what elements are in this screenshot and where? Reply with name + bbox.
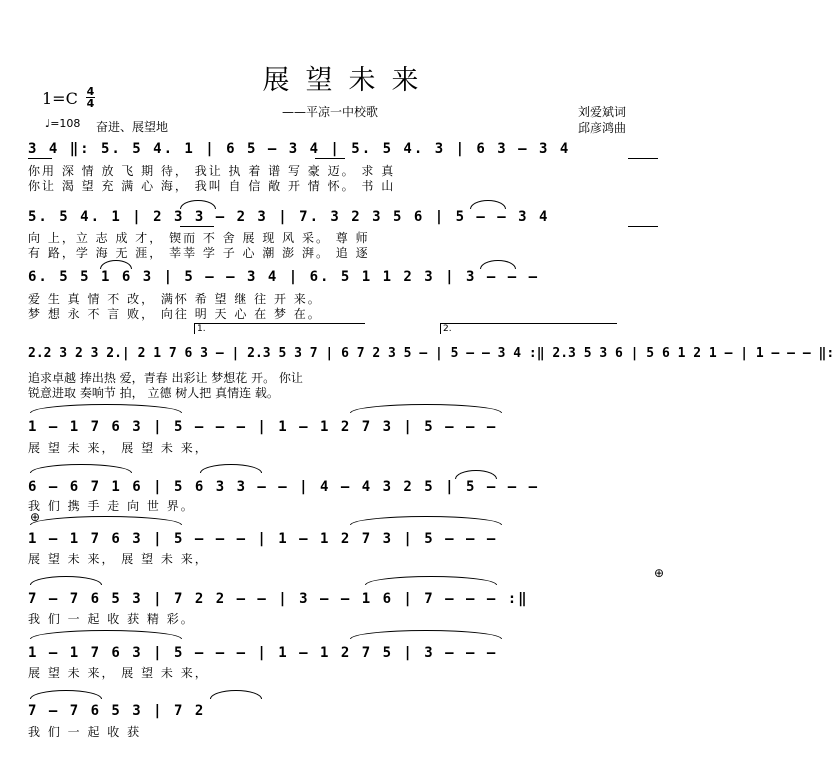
slur-mark <box>30 516 182 525</box>
beam-line <box>315 158 345 159</box>
lyric-line: 锐意进取 奏响节 拍， 立德 树人把 真情连 载。 <box>28 386 279 400</box>
beam-line <box>180 226 214 227</box>
song-subtitle: ——平凉一中校歌 <box>282 105 379 119</box>
notation-line: 1 – 1 7 6 3 | 5 – – – | 1 – 1 2 7 3 | 5 – – – <box>28 419 498 435</box>
notation-line: 6. 5 5 1 6 3 | 5 – – 3 4 | 6. 5 1 1 2 3 | 3 – – – <box>28 269 540 285</box>
volta-second-ending: 2. <box>440 323 617 334</box>
lyric-line: 爱 生 真 情 不 改， 满怀 希 望 继 往 开 来。 <box>28 292 322 306</box>
slur-mark <box>470 200 506 209</box>
expression-mark: 奋进、展望地 <box>96 120 169 134</box>
lyric-line: 我 们 携 手 走 向 世 界。 <box>28 499 195 513</box>
time-signature <box>86 86 95 109</box>
lyric-line: 展 望 未 来， 展 望 未 来， <box>28 666 209 680</box>
lyric-line: 我 们 一 起 收 获 <box>28 725 142 739</box>
composer-credit: 邱彦鸿曲 <box>578 121 627 135</box>
key-signature: 1=C <box>42 89 78 108</box>
beam-line <box>628 158 658 159</box>
volta-first-ending: 1. <box>194 323 365 334</box>
lyric-line: 展 望 未 来， 展 望 未 来， <box>28 552 209 566</box>
lyric-line: 有 路，学 海 无 涯， 莘莘 学 子 心 潮 澎 湃。 追 逐 <box>28 246 370 260</box>
slur-mark <box>350 404 502 413</box>
slur-mark <box>30 404 182 413</box>
notation-line: 6 – 6 7 1 6 | 5 6 3 3 – – | 4 – 4 3 2 5 | 5 – – – <box>28 479 540 495</box>
coda-sign-icon: ⊕ <box>654 566 665 580</box>
lyric-line: 你让 渴 望 充 满 心 海， 我叫 自 信 敞 开 情 怀。 书 山 <box>28 179 396 193</box>
slur-mark <box>30 576 102 585</box>
slur-mark <box>350 630 502 639</box>
lyricist-credit: 刘爱斌词 <box>578 105 627 119</box>
lyric-line: 追求卓越 捧出热 爱，青春 出彩让 梦想花 开。 你让 <box>28 371 303 385</box>
lyric-line: 向 上，立 志 成 才， 锲而 不 舍 展 现 风 采。 尊 师 <box>28 231 370 245</box>
slur-mark <box>30 630 182 639</box>
notation-line: 5. 5 4. 1 | 2 3 3 – 2 3 | 7. 3 2 3 5 6 | 5 – – 3 4 <box>28 209 550 225</box>
slur-mark <box>30 464 132 473</box>
notation-line: 7 – 7 6 5 3 | 7 2 <box>28 703 206 719</box>
notation-line: 1 – 1 7 6 3 | 5 – – – | 1 – 1 2 7 5 | 3 – – – <box>28 645 498 661</box>
time-signature-top: 4 <box>86 85 95 98</box>
lyric-line: 你用 深 情 放 飞 期 待， 我让 执 着 谱 写 豪 迈。 求 真 <box>28 164 396 178</box>
song-title: 展望未来 <box>262 65 435 96</box>
beam-line <box>628 226 658 227</box>
notation-line: 1 – 1 7 6 3 | 5 – – – | 1 – 1 2 7 3 | 5 – – – <box>28 531 498 547</box>
notation-line: 2.2 3 2 3 2.| 2 1 7 6 3 – | 2.3 5 3 7 | 6 7 2 3 5 – | 5 – – 3 4 :‖ 2.3 5 3 6 | 5 6 1 2 1 – | 1 – – – ‖: <box>28 346 834 361</box>
slur-mark <box>100 260 132 269</box>
tempo-mark: ♩=108 <box>45 117 81 130</box>
slur-mark <box>210 690 262 699</box>
beam-line <box>28 158 52 159</box>
slur-mark <box>365 576 497 585</box>
coda-sign-icon: ⊕ <box>30 510 41 524</box>
lyric-line: 梦 想 永 不 言 败， 向往 明 天 心 在 梦 在。 <box>28 307 322 321</box>
notation-line: 3 4 ‖: 5. 5 4. 1 | 6 5 – 3 4 | 5. 5 4. 3 | 6 3 – 3 4 <box>28 141 571 157</box>
lyric-line: 展 望 未 来， 展 望 未 来， <box>28 441 209 455</box>
notation-line: 7 – 7 6 5 3 | 7 2 2 – – | 3 – – 1 6 | 7 – – – :‖ <box>28 591 529 607</box>
slur-mark <box>480 260 516 269</box>
slur-mark <box>30 690 102 699</box>
slur-mark <box>350 516 502 525</box>
slur-mark <box>180 200 216 209</box>
lyric-line: 我 们 一 起 收 获 精 彩。 <box>28 612 195 626</box>
slur-mark <box>200 464 262 473</box>
time-signature-bottom: 4 <box>86 97 95 110</box>
